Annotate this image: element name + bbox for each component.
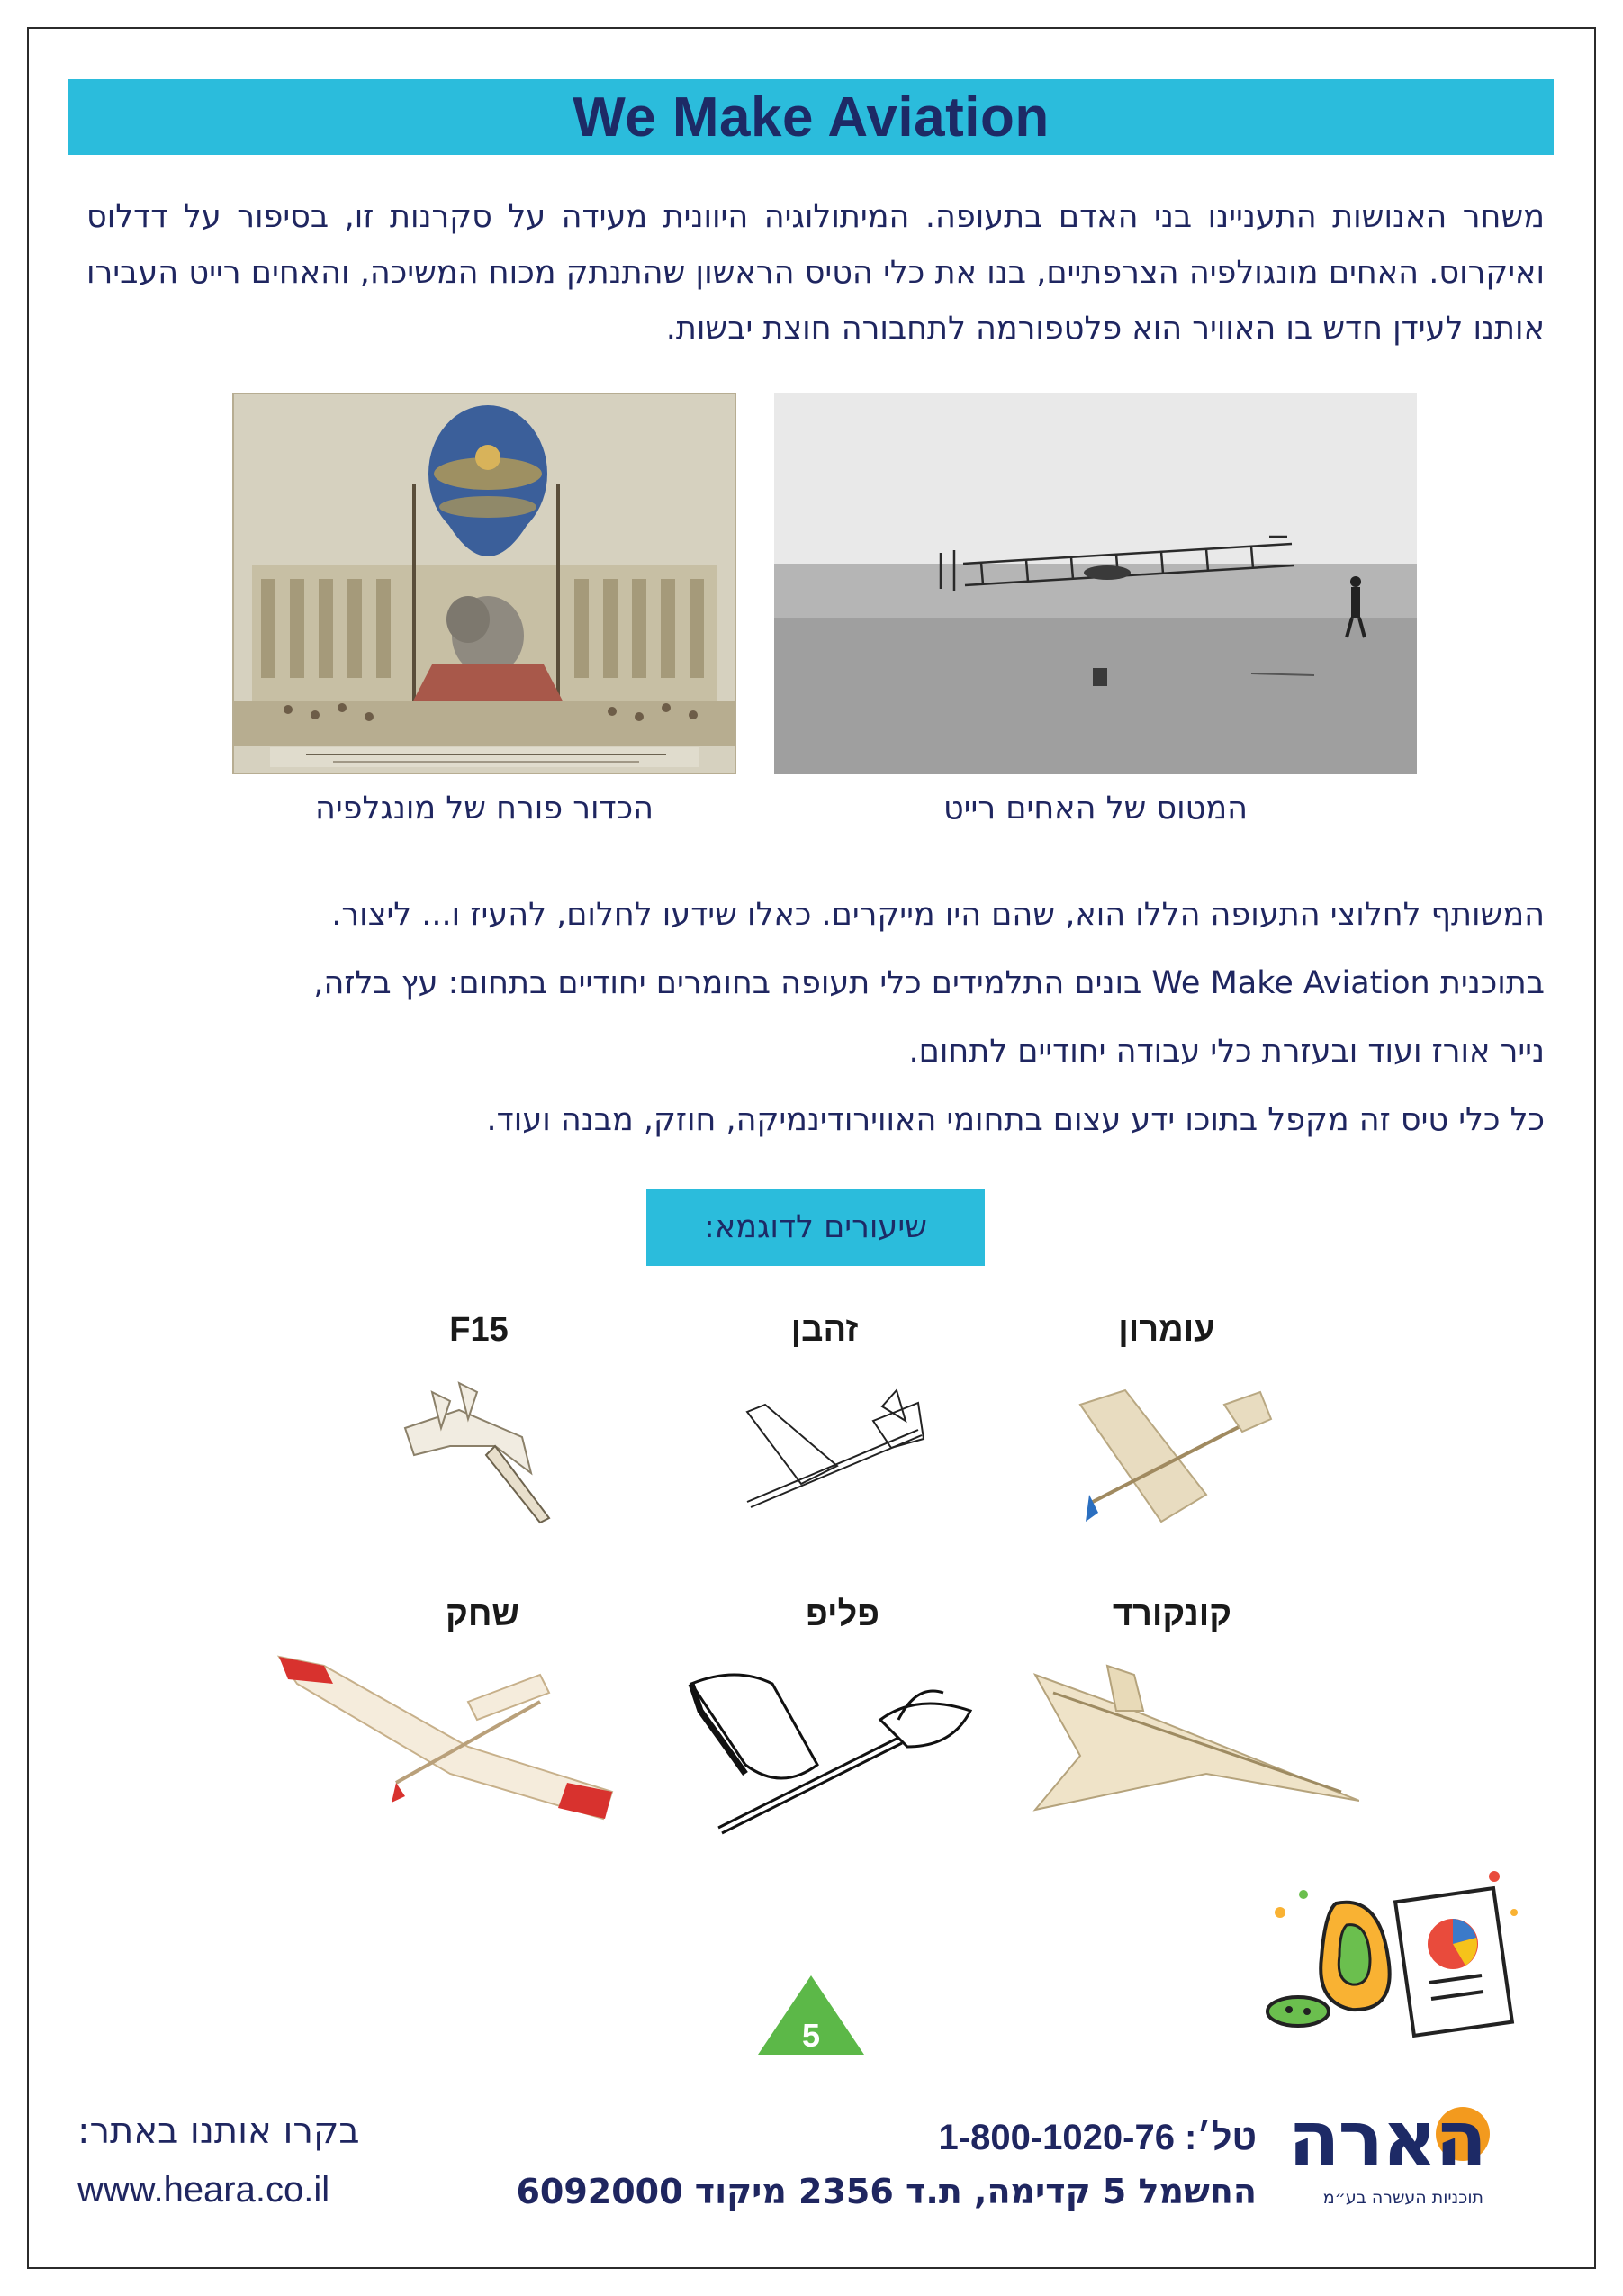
f15-plane-image	[396, 1374, 558, 1527]
logo-tagline: תוכניות העשרה בע״מ	[1322, 2188, 1483, 2208]
address: החשמל 5 קדימה, ת.ד 2356 מיקוד 6092000	[516, 2172, 1257, 2211]
zehaban-plane-image	[738, 1385, 929, 1511]
omron-plane-image	[1071, 1387, 1280, 1540]
wright-brothers-image	[774, 393, 1417, 774]
concorde-plane-image	[1026, 1657, 1359, 1819]
heara-logo: הארה	[1287, 2094, 1485, 2183]
plane-name-zehaban: זהבן	[790, 1311, 859, 1349]
website-link[interactable]: www.heara.co.il	[77, 2170, 330, 2210]
body-paragraph	[86, 881, 1545, 1154]
body-line-2: בתוכנית We Make Aviation בונים התלמידים כלי תעופה בחומרים יחודיים בתחום: עץ בלזה,	[313, 965, 1545, 1001]
body-line-3: נייר אורז ועוד ובעזרת כלי עבודה יחודיים לתחום.	[908, 1034, 1545, 1070]
montgolfier-balloon-image	[232, 393, 736, 774]
balloon-caption: הכדור פורח של מונגלפיה	[314, 791, 654, 827]
flip-plane-image	[682, 1657, 979, 1837]
plane-name-concorde: קונקורד	[1112, 1595, 1232, 1633]
wright-caption: המטוס של האחים רייט	[943, 791, 1248, 827]
decorative-illustration	[1253, 1858, 1523, 2047]
page-title: We Make Aviation	[573, 86, 1050, 149]
plane-name-shachak: שחק	[445, 1595, 520, 1633]
examples-label-box	[646, 1189, 985, 1266]
title-banner	[68, 79, 1554, 155]
plane-name-omron: עומרון	[1118, 1311, 1215, 1349]
plane-name-flip: פליפ	[806, 1595, 879, 1633]
page-number: 5	[801, 2017, 821, 2054]
body-line-1: המשותף לחלוצי התעופה הללו הוא, שהם היו מייקרים. כאלו שידעו לחלום, להעיז ו... ליצור.	[331, 897, 1545, 933]
examples-label: שיעורים לדוגמא:	[704, 1209, 927, 1245]
intro-paragraph: משחר האנושות התעניינו בני האדם בתעופה. המיתולוגיה היוונית מעידה על סקרנות זו, בסיפור על דדלוס ואיקרוס. האחים מונגולפיה הצרפתיים, בנו את כלי הטיס הראשון שהתנתק מכוח המשיכה, והאחים רייט העבירו אותנו לעידן חדש בו האוויר הוא פלטפורמה לתחבורה חוצת יבשות.	[86, 199, 1545, 347]
phone-number: טל׳: 1-800-1020-76	[938, 2118, 1257, 2157]
body-line-4: כל כלי טיס זה מקפל בתוכו ידע עצום בתחומי האווירודינמיקה, חוזק, מבנה ועוד.	[486, 1102, 1545, 1138]
shachak-plane-image	[270, 1639, 621, 1837]
visit-us-label: בקרו אותנו באתר:	[77, 2111, 360, 2152]
plane-name-f15: F15	[449, 1311, 509, 1349]
